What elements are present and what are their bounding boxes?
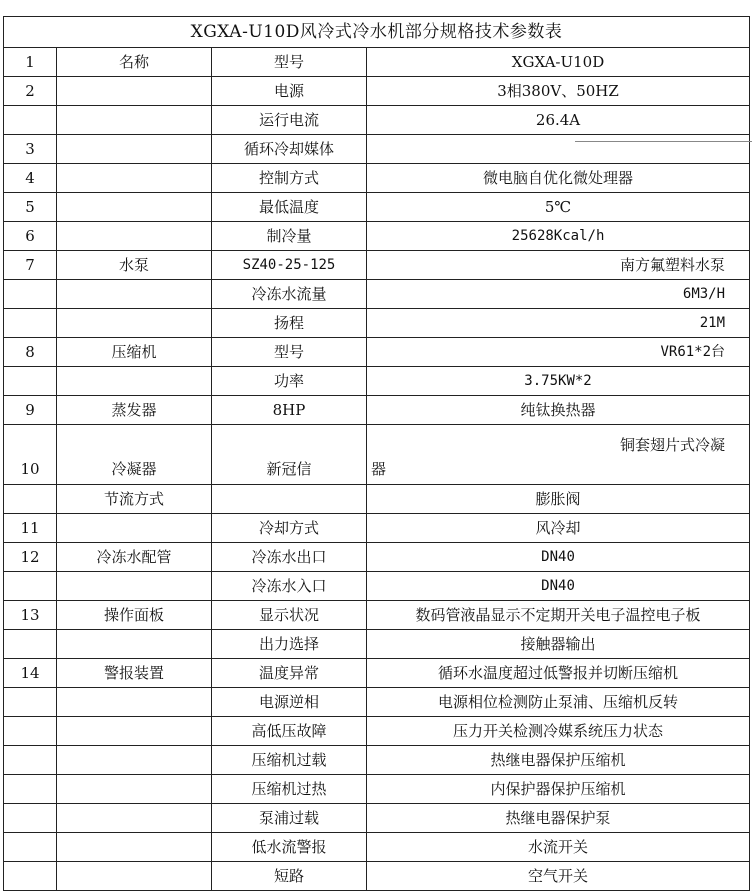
item-cell: 新冠信 [212,425,367,485]
category-cell: 水泵 [57,251,212,280]
table-row [4,688,750,717]
row-number [4,309,57,338]
table-row [4,543,750,572]
category-cell: 冷凝器 [57,425,212,485]
value-cell: 6M3/H [367,280,750,309]
item-cell: 压缩机过载 [212,746,367,775]
row-number [4,280,57,309]
table-row [4,485,750,514]
row-number: 13 [4,601,57,630]
value-cell: XGXA-U10D [367,48,750,77]
row-number [4,106,57,135]
table-row [4,514,750,543]
table-row [4,338,750,367]
category-cell [57,833,212,862]
category-cell [57,193,212,222]
value-cell: 热继电器保护压缩机 [367,746,750,775]
row-number [4,485,57,514]
row-number [4,804,57,833]
category-cell [57,862,212,891]
value-cell: 热继电器保护泵 [367,804,750,833]
value-cell: 风冷却 [367,514,750,543]
item-cell: 电源逆相 [212,688,367,717]
category-cell [57,630,212,659]
row-number: 6 [4,222,57,251]
category-cell: 蒸发器 [57,396,212,425]
table-row [4,222,750,251]
table-row [4,280,750,309]
stray-divider-line [575,141,752,142]
category-cell [57,222,212,251]
item-cell: 短路 [212,862,367,891]
category-cell [57,688,212,717]
item-cell: 型号 [212,48,367,77]
table-row [4,601,750,630]
row-number [4,717,57,746]
row-number [4,862,57,891]
table-row [4,135,750,164]
item-cell: 运行电流 [212,106,367,135]
category-cell [57,135,212,164]
item-cell: 高低压故障 [212,717,367,746]
row-number [4,688,57,717]
value-cell: 26.4A [367,106,750,135]
item-cell: SZ40-25-125 [212,251,367,280]
row-number: 12 [4,543,57,572]
row-number [4,775,57,804]
row-number [4,746,57,775]
item-cell [212,485,367,514]
table-row [4,106,750,135]
item-cell: 功率 [212,367,367,396]
table-row [4,833,750,862]
value-cell: 南方氟塑料水泵 [367,251,750,280]
category-cell: 警报装置 [57,659,212,688]
value-cell [367,425,750,485]
category-cell [57,280,212,309]
table-row [4,48,750,77]
value-cell: 数码管液晶显示不定期开关电子温控电子板 [367,601,750,630]
category-cell [57,746,212,775]
table-row [4,717,750,746]
value-cell: DN40 [367,543,750,572]
value-cell: 膨胀阀 [367,485,750,514]
category-cell [57,775,212,804]
row-number: 1 [4,48,57,77]
row-number: 3 [4,135,57,164]
row-number [4,367,57,396]
value-cell: 5℃ [367,193,750,222]
table-row [4,775,750,804]
category-cell [57,514,212,543]
value-cell: VR61*2台 [367,338,750,367]
table-row [4,572,750,601]
category-cell [57,717,212,746]
row-number: 2 [4,77,57,106]
value-cell: 内保护器保护压缩机 [367,775,750,804]
item-cell: 冷冻水入口 [212,572,367,601]
table-row [4,77,750,106]
value-cell: 25628Kcal/h [367,222,750,251]
row-number: 4 [4,164,57,193]
table-row [4,425,750,485]
table-row [4,804,750,833]
row-number: 7 [4,251,57,280]
value-cell: 压力开关检测冷媒系统压力状态 [367,717,750,746]
row-number: 8 [4,338,57,367]
category-cell: 冷冻水配管 [57,543,212,572]
item-cell: 压缩机过热 [212,775,367,804]
table-row [4,367,750,396]
value-cell: 微电脑自优化微处理器 [367,164,750,193]
row-number: 11 [4,514,57,543]
category-cell [57,367,212,396]
table-row [4,746,750,775]
row-number: 10 [4,425,57,485]
row-number [4,572,57,601]
table-row [4,164,750,193]
value-cell: 水流开关 [367,833,750,862]
category-cell [57,309,212,338]
value-cell: DN40 [367,572,750,601]
category-cell: 压缩机 [57,338,212,367]
row-number: 5 [4,193,57,222]
category-cell [57,164,212,193]
value-cell: 3相380V、50HZ [367,77,750,106]
item-cell: 电源 [212,77,367,106]
item-cell: 最低温度 [212,193,367,222]
item-cell: 制冷量 [212,222,367,251]
table-row [4,396,750,425]
row-number [4,630,57,659]
table-row [4,251,750,280]
value-cell: 纯钛换热器 [367,396,750,425]
category-cell [57,572,212,601]
value-cell [367,135,750,164]
table-title: XGXA-U10D风冷式冷水机部分规格技术参数表 [4,17,750,48]
value-cell: 接触器输出 [367,630,750,659]
category-cell [57,106,212,135]
table-row [4,309,750,338]
value-cell: 循环水温度超过低警报并切断压缩机 [367,659,750,688]
category-cell: 节流方式 [57,485,212,514]
title-row [4,17,750,48]
category-cell: 操作面板 [57,601,212,630]
value-cell: 3.75KW*2 [367,367,750,396]
table-row [4,193,750,222]
item-cell: 循环冷却媒体 [212,135,367,164]
item-cell: 出力选择 [212,630,367,659]
item-cell: 型号 [212,338,367,367]
category-cell [57,804,212,833]
spec-table [3,16,750,891]
item-cell: 泵浦过载 [212,804,367,833]
value-cell: 21M [367,309,750,338]
value-line-2: 器 [371,460,387,478]
item-cell: 冷冻水流量 [212,280,367,309]
row-number: 9 [4,396,57,425]
item-cell: 8HP [212,396,367,425]
category-cell [57,77,212,106]
item-cell: 显示状况 [212,601,367,630]
item-cell: 冷却方式 [212,514,367,543]
item-cell: 冷冻水出口 [212,543,367,572]
table-row [4,659,750,688]
row-number [4,833,57,862]
item-cell: 低水流警报 [212,833,367,862]
value-cell: 电源相位检测防止泵浦、压缩机反转 [367,688,750,717]
value-cell: 空气开关 [367,862,750,891]
row-number: 14 [4,659,57,688]
item-cell: 温度异常 [212,659,367,688]
item-cell: 控制方式 [212,164,367,193]
table-row [4,630,750,659]
category-cell: 名称 [57,48,212,77]
item-cell: 扬程 [212,309,367,338]
table-row [4,862,750,891]
value-line-1: 铜套翅片式冷凝 [620,436,726,454]
